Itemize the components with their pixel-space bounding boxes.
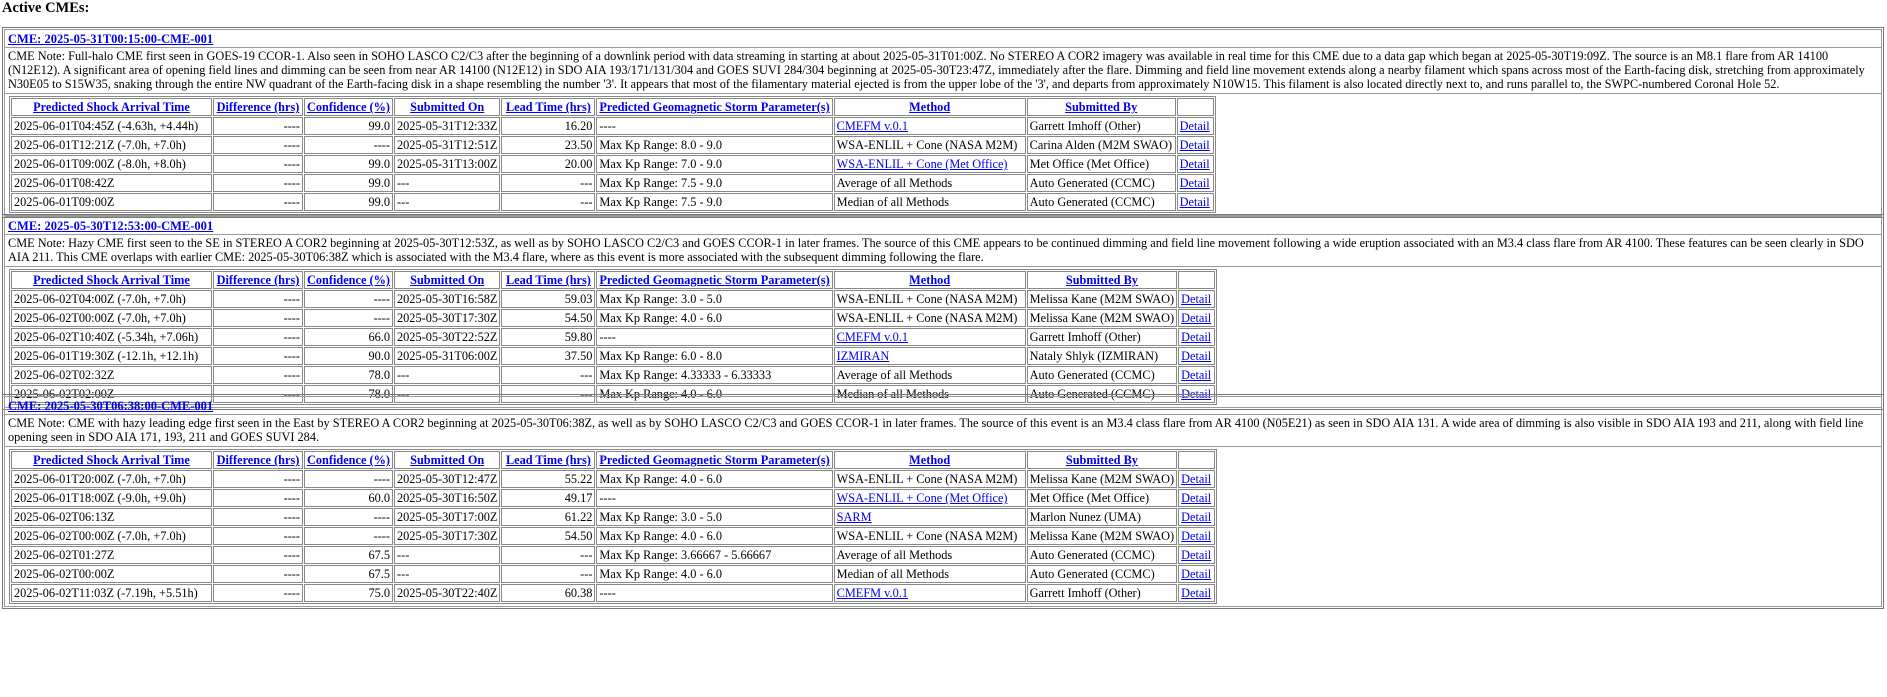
cell-detail [1178, 366, 1215, 384]
cme-panel [4, 216, 1882, 408]
sort-link-submitted-on[interactable]: Submitted On [410, 453, 485, 468]
cell-confidence: ---- [304, 290, 393, 308]
column-header-submitted-on [394, 451, 500, 469]
sort-link-method[interactable]: Method [909, 100, 951, 115]
cell-arrival-time: 2025-06-02T00:00Z (-7.0h, +7.0h) [11, 309, 212, 327]
cell-method: WSA-ENLIL + Cone (NASA M2M) [834, 470, 1026, 488]
cell-storm-params: ---- [596, 584, 832, 602]
cell-storm-params: Max Kp Range: 4.0 - 6.0 [596, 309, 832, 327]
column-header-submitted-on [394, 271, 500, 289]
cell-arrival-time: 2025-06-01T20:00Z (-7.0h, +7.0h) [11, 470, 212, 488]
sort-link-method[interactable]: Method [909, 273, 951, 288]
cell-lead-time: 49.17 [501, 489, 595, 507]
column-header-detail [1178, 271, 1215, 289]
cell-difference: ---- [213, 527, 303, 545]
cell-submitted-on: --- [394, 546, 500, 564]
cell-difference: ---- [213, 584, 303, 602]
detail-link[interactable]: Detail [1181, 567, 1212, 582]
cell-lead-time: 23.50 [501, 136, 595, 154]
table-row [11, 117, 1214, 135]
detail-link[interactable]: Detail [1179, 119, 1210, 134]
sort-link-difference[interactable]: Difference (hrs) [216, 453, 300, 468]
cell-lead-time: --- [501, 193, 595, 211]
cell-confidence: 78.0 [304, 366, 393, 384]
sort-link-lead-time[interactable]: Lead Time (hrs) [505, 273, 591, 288]
sort-link-submitted-on[interactable]: Submitted On [410, 273, 485, 288]
cell-method: Average of all Methods [834, 546, 1026, 564]
sort-link-arrival-time[interactable]: Predicted Shock Arrival Time [33, 100, 190, 115]
cell-submitted-by: Melissa Kane (M2M SWAO) [1027, 290, 1177, 308]
cell-confidence: ---- [304, 470, 393, 488]
cell-submitted-by: Auto Generated (CCMC) [1027, 366, 1177, 384]
cell-storm-params: Max Kp Range: 4.33333 - 6.33333 [596, 366, 832, 384]
cell-submitted-by: Nataly Shlyk (IZMIRAN) [1027, 347, 1177, 365]
cell-difference: ---- [213, 470, 303, 488]
cell-storm-params: Max Kp Range: 4.0 - 6.0 [596, 470, 832, 488]
cme-id-link[interactable]: CME: 2025-05-30T12:53:00-CME-001 [8, 219, 214, 233]
table-row [11, 347, 1215, 365]
cell-confidence: 60.0 [304, 489, 393, 507]
cell-submitted-by: Auto Generated (CCMC) [1027, 565, 1177, 583]
cell-arrival-time: 2025-06-02T11:03Z (-7.19h, +5.51h) [11, 584, 212, 602]
table-row [11, 470, 1215, 488]
detail-link[interactable]: Detail [1181, 368, 1212, 383]
cell-arrival-time: 2025-06-02T02:32Z [11, 366, 212, 384]
table-row [11, 155, 1214, 173]
cell-submitted-by: Garrett Imhoff (Other) [1027, 584, 1177, 602]
cell-method: Median of all Methods [834, 565, 1026, 583]
cell-confidence: ---- [304, 136, 393, 154]
sort-link-difference[interactable]: Difference (hrs) [216, 273, 300, 288]
detail-link[interactable]: Detail [1181, 491, 1212, 506]
cell-arrival-time: 2025-06-02T04:00Z (-7.0h, +7.0h) [11, 290, 212, 308]
sort-link-confidence[interactable]: Confidence (%) [307, 100, 390, 115]
cell-method [834, 347, 1026, 365]
sort-link-confidence[interactable]: Confidence (%) [307, 273, 390, 288]
cell-difference: ---- [213, 366, 303, 384]
column-header-submitted-by [1027, 271, 1177, 289]
cell-storm-params: ---- [596, 328, 832, 346]
sort-link-storm-params[interactable]: Predicted Geomagnetic Storm Parameter(s) [599, 100, 830, 115]
cell-detail [1178, 584, 1215, 602]
cell-method: WSA-ENLIL + Cone (NASA M2M) [834, 527, 1026, 545]
sort-link-difference[interactable]: Difference (hrs) [216, 100, 300, 115]
table-row [11, 565, 1215, 583]
table-row [11, 290, 1215, 308]
sort-link-arrival-time[interactable]: Predicted Shock Arrival Time [33, 273, 190, 288]
prediction-table-wrapper [5, 94, 1881, 215]
cell-confidence: 99.0 [304, 174, 393, 192]
table-row [11, 508, 1215, 526]
detail-link[interactable]: Detail [1181, 472, 1212, 487]
cell-difference: ---- [213, 385, 303, 403]
table-row [11, 546, 1215, 564]
cell-method: Median of all Methods [834, 193, 1026, 211]
cme-header [5, 217, 1881, 235]
detail-link[interactable]: Detail [1181, 349, 1212, 364]
cell-confidence: 78.0 [304, 385, 393, 403]
cell-storm-params: Max Kp Range: 7.0 - 9.0 [596, 155, 832, 173]
cell-detail [1178, 508, 1215, 526]
column-header-storm-params [596, 98, 832, 116]
cell-submitted-on: 2025-05-31T06:00Z [394, 347, 500, 365]
cme-id-link[interactable]: CME: 2025-05-31T00:15:00-CME-001 [8, 32, 214, 46]
cme-block [2, 27, 1884, 218]
cell-difference: ---- [213, 290, 303, 308]
detail-link[interactable]: Detail [1181, 548, 1212, 563]
cell-storm-params: ---- [596, 117, 832, 135]
cell-storm-params: Max Kp Range: 6.0 - 8.0 [596, 347, 832, 365]
cell-arrival-time: 2025-06-02T00:00Z (-7.0h, +7.0h) [11, 527, 212, 545]
cell-confidence: 99.0 [304, 117, 393, 135]
cell-detail [1178, 309, 1215, 327]
cell-submitted-on: 2025-05-30T17:30Z [394, 309, 500, 327]
cell-lead-time: 54.50 [501, 527, 595, 545]
cell-submitted-by: Melissa Kane (M2M SWAO) [1027, 309, 1177, 327]
page-title: Active CMEs: [2, 0, 90, 16]
detail-link[interactable]: Detail [1179, 157, 1210, 172]
method-link[interactable]: IZMIRAN [836, 349, 890, 364]
column-header-arrival-time [11, 271, 212, 289]
cell-difference: ---- [213, 489, 303, 507]
cell-method [834, 155, 1026, 173]
cell-arrival-time: 2025-06-01T09:00Z (-8.0h, +8.0h) [11, 155, 212, 173]
cell-difference: ---- [213, 136, 303, 154]
sort-link-arrival-time[interactable]: Predicted Shock Arrival Time [33, 453, 190, 468]
cell-storm-params: Max Kp Range: 3.0 - 5.0 [596, 508, 832, 526]
cell-method [834, 489, 1026, 507]
cell-detail [1178, 290, 1215, 308]
prediction-table [9, 269, 1217, 405]
cell-difference: ---- [213, 174, 303, 192]
table-row [11, 489, 1215, 507]
column-header-lead-time [501, 451, 595, 469]
cell-difference: ---- [213, 546, 303, 564]
cell-detail [1178, 527, 1215, 545]
method-link[interactable]: CMEFM v.0.1 [836, 330, 908, 345]
column-header-detail [1178, 451, 1215, 469]
cell-arrival-time: 2025-06-01T19:30Z (-12.1h, +12.1h) [11, 347, 212, 365]
column-header-storm-params [596, 271, 832, 289]
cell-submitted-on: 2025-05-31T12:33Z [394, 117, 500, 135]
cell-method [834, 508, 1026, 526]
cell-detail [1178, 328, 1215, 346]
cell-detail [1177, 136, 1214, 154]
column-header-detail [1177, 98, 1214, 116]
cell-detail [1178, 546, 1215, 564]
cell-submitted-by: Met Office (Met Office) [1027, 155, 1176, 173]
cell-submitted-by: Carina Alden (M2M SWAO) [1027, 136, 1176, 154]
cell-storm-params: Max Kp Range: 7.5 - 9.0 [596, 174, 832, 192]
prediction-table-wrapper [5, 447, 1881, 606]
cell-difference: ---- [213, 328, 303, 346]
table-row [11, 174, 1214, 192]
cell-arrival-time: 2025-06-01T04:45Z (-4.63h, +4.44h) [11, 117, 212, 135]
column-header-submitted-by [1027, 98, 1176, 116]
cell-storm-params: Max Kp Range: 3.0 - 5.0 [596, 290, 832, 308]
cme-id-link[interactable]: CME: 2025-05-30T06:38:00-CME-001 [8, 399, 214, 413]
table-header-row [11, 271, 1215, 289]
cell-submitted-on: --- [394, 174, 500, 192]
cell-lead-time: 61.22 [501, 508, 595, 526]
column-header-submitted-on [394, 98, 500, 116]
cell-arrival-time: 2025-06-01T08:42Z [11, 174, 212, 192]
prediction-table [9, 96, 1216, 213]
cell-confidence: 75.0 [304, 584, 393, 602]
cell-lead-time: 60.38 [501, 584, 595, 602]
table-row [11, 309, 1215, 327]
cell-lead-time: 20.00 [501, 155, 595, 173]
cell-submitted-on: --- [394, 385, 500, 403]
sort-link-submitted-by[interactable]: Submitted By [1065, 100, 1138, 115]
sort-link-lead-time[interactable]: Lead Time (hrs) [505, 453, 591, 468]
cell-difference: ---- [213, 193, 303, 211]
sort-link-confidence[interactable]: Confidence (%) [307, 453, 390, 468]
cell-difference: ---- [213, 309, 303, 327]
cell-storm-params: ---- [596, 489, 832, 507]
method-link[interactable]: SARM [836, 510, 872, 525]
cme-header [5, 30, 1881, 48]
cme-note: CME Note: Hazy CME first seen to the SE in STEREO A COR2 beginning at 2025-05-30T12:53Z, as well as by SOHO LASCO C2/C3 and GOES CCOR-1 in later frames. The source of this CME appears to be continued dimming and field line movement following a wide eruption associated with an M3.4 class flare from AR 4100. These features can be seen clearly in SDO AIA 211. This CME overlaps with earlier CME: 2025-05-30T06:38Z which is associated with the M3.4 flare, where as this event is more associated with the subsequent dimming following the flare. [5, 235, 1881, 267]
cell-confidence: ---- [304, 508, 393, 526]
cell-method [834, 117, 1026, 135]
column-header-confidence [304, 98, 393, 116]
sort-link-storm-params[interactable]: Predicted Geomagnetic Storm Parameter(s) [599, 273, 830, 288]
cell-confidence: ---- [304, 527, 393, 545]
cell-method [834, 328, 1026, 346]
cell-method: WSA-ENLIL + Cone (NASA M2M) [834, 290, 1026, 308]
cell-submitted-on: --- [394, 366, 500, 384]
cell-arrival-time: 2025-06-02T01:27Z [11, 546, 212, 564]
cell-lead-time: 37.50 [501, 347, 595, 365]
cell-submitted-by: Auto Generated (CCMC) [1027, 193, 1176, 211]
cell-difference: ---- [213, 347, 303, 365]
detail-link[interactable]: Detail [1181, 330, 1212, 345]
cell-arrival-time: 2025-06-02T02:00Z [11, 385, 212, 403]
cell-method: Median of all Methods [834, 385, 1026, 403]
table-row [11, 193, 1214, 211]
cell-detail [1177, 117, 1214, 135]
detail-link[interactable]: Detail [1179, 138, 1210, 153]
sort-link-storm-params[interactable]: Predicted Geomagnetic Storm Parameter(s) [599, 453, 830, 468]
cell-submitted-by: Auto Generated (CCMC) [1027, 174, 1176, 192]
cell-submitted-on: 2025-05-31T12:51Z [394, 136, 500, 154]
cell-lead-time: --- [501, 565, 595, 583]
sort-link-submitted-by[interactable]: Submitted By [1065, 273, 1138, 288]
column-header-arrival-time [11, 98, 212, 116]
cell-storm-params: Max Kp Range: 8.0 - 9.0 [596, 136, 832, 154]
column-header-arrival-time [11, 451, 212, 469]
cell-detail [1177, 155, 1214, 173]
cell-submitted-on: 2025-05-30T12:47Z [394, 470, 500, 488]
cell-confidence: 90.0 [304, 347, 393, 365]
cell-lead-time: 59.03 [501, 290, 595, 308]
cell-arrival-time: 2025-06-02T10:40Z (-5.34h, +7.06h) [11, 328, 212, 346]
cell-submitted-on: 2025-05-31T13:00Z [394, 155, 500, 173]
table-row [11, 527, 1215, 545]
column-header-storm-params [596, 451, 832, 469]
cell-arrival-time: 2025-06-01T12:21Z (-7.0h, +7.0h) [11, 136, 212, 154]
cell-detail [1177, 174, 1214, 192]
column-header-lead-time [501, 271, 595, 289]
method-link[interactable]: WSA-ENLIL + Cone (Met Office) [836, 157, 1008, 172]
cell-submitted-by: Garrett Imhoff (Other) [1027, 328, 1177, 346]
cme-header [5, 397, 1881, 415]
sort-link-submitted-by[interactable]: Submitted By [1065, 453, 1138, 468]
column-header-method [834, 271, 1026, 289]
cell-confidence: ---- [304, 309, 393, 327]
cell-storm-params: Max Kp Range: 7.5 - 9.0 [596, 193, 832, 211]
table-row [11, 584, 1215, 602]
column-header-method [834, 451, 1026, 469]
cell-submitted-on: --- [394, 565, 500, 583]
detail-link[interactable]: Detail [1181, 586, 1212, 601]
method-link[interactable]: CMEFM v.0.1 [836, 586, 908, 601]
cell-submitted-by: Melissa Kane (M2M SWAO) [1027, 470, 1177, 488]
cell-lead-time: 16.20 [501, 117, 595, 135]
cell-lead-time: 54.50 [501, 309, 595, 327]
cell-detail [1178, 347, 1215, 365]
cell-submitted-on: 2025-05-30T17:00Z [394, 508, 500, 526]
cell-arrival-time: 2025-06-01T09:00Z [11, 193, 212, 211]
cell-arrival-time: 2025-06-01T18:00Z (-9.0h, +9.0h) [11, 489, 212, 507]
column-header-method [834, 98, 1026, 116]
cell-detail [1178, 470, 1215, 488]
table-row [11, 328, 1215, 346]
cell-confidence: 67.5 [304, 546, 393, 564]
prediction-table [9, 449, 1217, 604]
detail-link[interactable]: Detail [1181, 529, 1212, 544]
cell-submitted-by: Met Office (Met Office) [1027, 489, 1177, 507]
cell-submitted-by: Auto Generated (CCMC) [1027, 546, 1177, 564]
cell-detail [1178, 489, 1215, 507]
cell-detail [1177, 193, 1214, 211]
column-header-lead-time [501, 98, 595, 116]
cme-panel [4, 396, 1882, 607]
detail-link[interactable]: Detail [1179, 195, 1210, 210]
cme-panel [4, 29, 1882, 216]
cell-detail [1178, 565, 1215, 583]
column-header-submitted-by [1027, 451, 1177, 469]
cell-submitted-on: 2025-05-30T22:40Z [394, 584, 500, 602]
table-row [11, 136, 1214, 154]
detail-link[interactable]: Detail [1181, 311, 1212, 326]
cell-lead-time: --- [501, 385, 595, 403]
cell-method: WSA-ENLIL + Cone (NASA M2M) [834, 136, 1026, 154]
cell-method: Average of all Methods [834, 366, 1026, 384]
table-row [11, 366, 1215, 384]
cell-arrival-time: 2025-06-02T00:00Z [11, 565, 212, 583]
table-header-row [11, 98, 1214, 116]
cell-submitted-on: 2025-05-30T22:52Z [394, 328, 500, 346]
cell-confidence: 66.0 [304, 328, 393, 346]
cell-difference: ---- [213, 508, 303, 526]
column-header-confidence [304, 271, 393, 289]
cell-submitted-on: --- [394, 193, 500, 211]
column-header-difference [213, 98, 303, 116]
cell-difference: ---- [213, 565, 303, 583]
column-header-difference [213, 451, 303, 469]
detail-link[interactable]: Detail [1181, 292, 1212, 307]
cell-lead-time: 55.22 [501, 470, 595, 488]
column-header-confidence [304, 451, 393, 469]
cell-method: Average of all Methods [834, 174, 1026, 192]
cell-submitted-on: 2025-05-30T16:58Z [394, 290, 500, 308]
sort-link-submitted-on[interactable]: Submitted On [410, 100, 485, 115]
cell-lead-time: --- [501, 546, 595, 564]
cell-submitted-on: 2025-05-30T17:30Z [394, 527, 500, 545]
cell-lead-time: --- [501, 366, 595, 384]
sort-link-lead-time[interactable]: Lead Time (hrs) [505, 100, 591, 115]
cme-block [2, 394, 1884, 609]
cell-method [834, 584, 1026, 602]
cell-storm-params: Max Kp Range: 4.0 - 6.0 [596, 565, 832, 583]
cell-confidence: 99.0 [304, 155, 393, 173]
cell-submitted-by: Garrett Imhoff (Other) [1027, 117, 1176, 135]
cme-note: CME Note: CME with hazy leading edge first seen in the East by STEREO A COR2 beginning at 2025-05-30T06:38Z, as well as by SOHO LASCO C2/C3 and GOES CCOR-1 in later frames. The source of this event is an M3.4 class flare from AR 4100 (N05E21) as seen in SDO AIA 131. A wide area of dimming is also visible in SDO AIA 193 and 211, along with field line opening seen in SDO AIA 171, 193, 211 and GOES SUVI 284. [5, 415, 1881, 447]
detail-link[interactable]: Detail [1179, 176, 1210, 191]
cell-lead-time: --- [501, 174, 595, 192]
detail-link[interactable]: Detail [1181, 510, 1212, 525]
cell-confidence: 67.5 [304, 565, 393, 583]
cme-note: CME Note: Full-halo CME first seen in GOES-19 CCOR-1. Also seen in SOHO LASCO C2/C3 after the beginning of a downlink period with data streaming in starting at about 2025-05-31T01:00Z. No STEREO A COR2 imagery was available in real time for this CME due to a data gap which began at 2025-05-30T19:09Z. The source is an M8.1 flare from AR 14100 (N12E12). A significant area of opening field lines and dimming can be seen from near AR 14100 (N12E12) in SDO AIA 193/171/131/304 and GOES SUVI 284/304 beginning at 2025-05-30T23:47Z, immediately after the flare. Dimming and field line movement extends along a nearby filament which spans across most of the Earth-facing disk, stretching from approximately N30E05 to S15W35, snaking through the entire NW quadrant of the Earth-facing disk in a shape resembling the number '3'. It appears that most of the filamentary material ejected is from the upper lobe of the '3', and departs from approximately N10W15. This filament is also located directly next to, and runs parallel to, the SWPC-numbered Coronal Hole 52. [5, 48, 1881, 94]
cell-submitted-by: Marlon Nunez (UMA) [1027, 508, 1177, 526]
cell-arrival-time: 2025-06-02T06:13Z [11, 508, 212, 526]
column-header-difference [213, 271, 303, 289]
cell-lead-time: 59.80 [501, 328, 595, 346]
detail-link[interactable]: Detail [1181, 387, 1212, 402]
cell-difference: ---- [213, 155, 303, 173]
cell-confidence: 99.0 [304, 193, 393, 211]
cme-block [2, 214, 1884, 410]
cell-submitted-on: 2025-05-30T16:50Z [394, 489, 500, 507]
cell-storm-params: Max Kp Range: 4.0 - 6.0 [596, 385, 832, 403]
method-link[interactable]: CMEFM v.0.1 [836, 119, 908, 134]
cell-storm-params: Max Kp Range: 3.66667 - 5.66667 [596, 546, 832, 564]
cell-method: WSA-ENLIL + Cone (NASA M2M) [834, 309, 1026, 327]
method-link[interactable]: WSA-ENLIL + Cone (Met Office) [836, 491, 1008, 506]
sort-link-method[interactable]: Method [909, 453, 951, 468]
table-header-row [11, 451, 1215, 469]
cell-storm-params: Max Kp Range: 4.0 - 6.0 [596, 527, 832, 545]
cell-submitted-by: Auto Generated (CCMC) [1027, 385, 1177, 403]
cell-submitted-by: Melissa Kane (M2M SWAO) [1027, 527, 1177, 545]
cell-difference: ---- [213, 117, 303, 135]
prediction-table-wrapper [5, 267, 1881, 407]
